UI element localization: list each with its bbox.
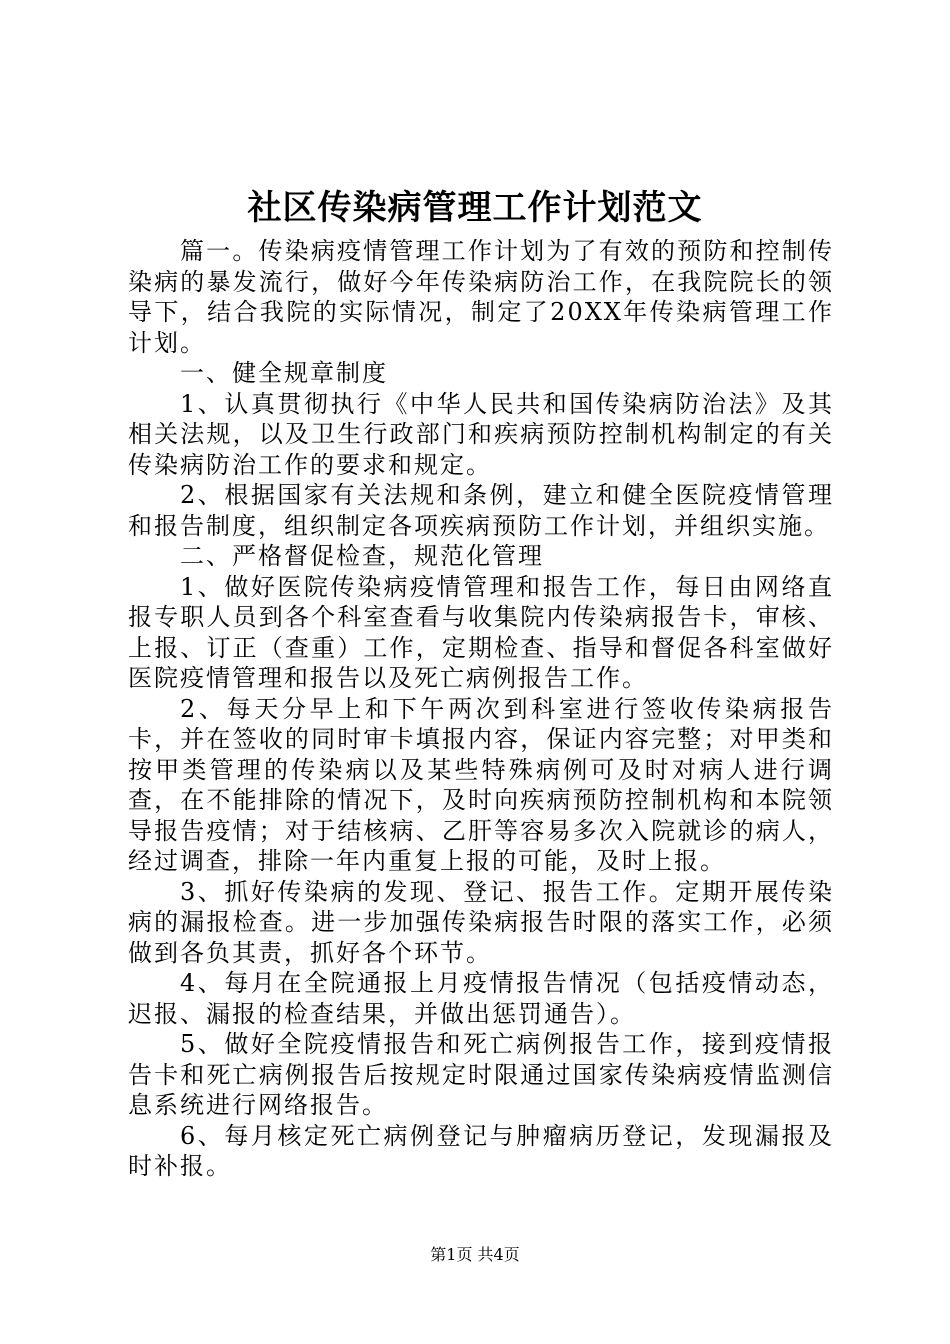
paragraph: 2、根据国家有关法规和条例，建立和健全医院疫情管理和报告制度，组织制定各项疾病预防工作计划，并组织实施。 xyxy=(128,481,834,540)
paragraph: 2、每天分早上和下午两次到科室进行签收传染病报告卡，并在签收的同时审卡填报内容，保证内容完整；对甲类和按甲类管理的传染病以及某些特殊病例可及时对病人进行调查，在不能排除的情况下，及时向疾病预防控制机构和本院领导报告疫情；对于结核病、乙肝等容易多次入院就诊的病人，经过调查，排除一年内重复上报的可能，及时上报。 xyxy=(128,694,834,875)
paragraph: 1、认真贯彻执行《中华人民共和国传染病防治法》及其相关法规，以及卫生行政部门和疾病预防控制机构制定的有关传染病防治工作的要求和规定。 xyxy=(128,389,834,479)
paragraph: 4、每月在全院通报上月疫情报告情况（包括疫情动态，迟报、漏报的检查结果，并做出惩罚通告）。 xyxy=(128,969,834,1028)
document-body xyxy=(128,236,834,1182)
paragraph: 1、做好医院传染病疫情管理和报告工作，每日由网络直报专职人员到各个科室查看与收集院内传染病报告卡，审核、上报、订正（查重）工作，定期检查、指导和督促各科室做好医院疫情管理和报告以及死亡病例报告工作。 xyxy=(128,572,834,692)
page-title: 社区传染病管理工作计划范文 xyxy=(247,188,703,228)
paragraph: 5、做好全院疫情报告和死亡病例报告工作，接到疫情报告卡和死亡病例报告后按规定时限通过国家传染病疫情监测信息系统进行网络报告。 xyxy=(128,1030,834,1119)
paragraph: 篇一。传染病疫情管理工作计划为了有效的预防和控制传染病的暴发流行，做好今年传染病防治工作，在我院院长的领导下，结合我院的实际情况，制定了20XX年传染病管理工作计划。 xyxy=(128,237,834,357)
page-footer: 第1页 共4页 xyxy=(430,1245,520,1264)
paragraph: 3、抓好传染病的发现、登记、报告工作。定期开展传染病的漏报检查。进一步加强传染病报告时限的落实工作，必须做到各负其责，抓好各个环节。 xyxy=(128,877,834,967)
paragraph: 6、每月核定死亡病例登记与肿瘤病历登记，发现漏报及时补报。 xyxy=(128,1121,834,1180)
section-heading: 一、健全规章制度 xyxy=(180,359,388,387)
section-heading: 二、严格督促检查，规范化管理 xyxy=(180,542,544,570)
